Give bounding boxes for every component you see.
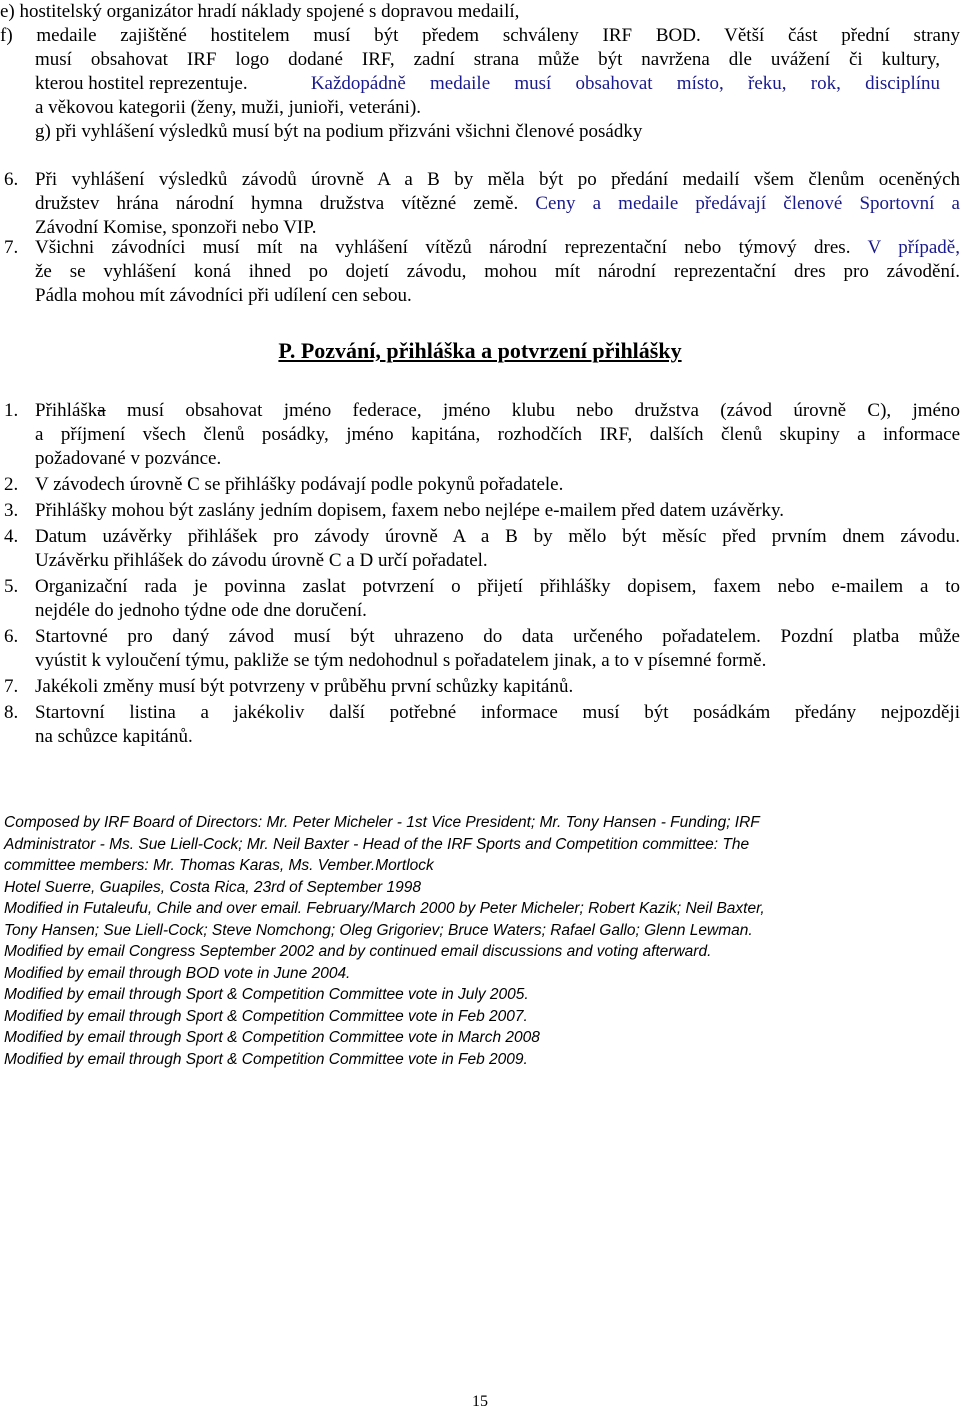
footer-line: Modified by email through BOD vote in June 2004. [4, 964, 351, 982]
list-item-number: 7. [4, 676, 19, 697]
list-item-line: vyústit k vyloučení týmu, pakliže se tým nedohodnul s pořadatelem jinak, a to v písemné formě. [35, 650, 767, 671]
item-6-block [0, 168, 960, 240]
footer-line: Administrator - Ms. Sue Liell-Cock; Mr. Neil Baxter - Head of the IRF Sports and Competition committee: The [4, 835, 750, 853]
list-item-line: požadované v pozvánce. [35, 448, 222, 469]
page-number: 15 [472, 1393, 488, 1410]
list-item [0, 473, 960, 497]
list-item-number: 2. [4, 474, 19, 495]
list-item [0, 625, 960, 673]
item-6-line [35, 192, 960, 216]
item-6-line: Při vyhlášení výsledků závodů úrovně A a B by měla být po předání medailí všem členům oceněných [35, 169, 960, 190]
list-item [0, 675, 960, 699]
list-item-line: nejdéle do jednoho týdne ode dne doručení. [35, 600, 367, 621]
footer-line: Modified by email through Sport & Competition Committee vote in Feb 2007. [4, 1007, 528, 1025]
item-6-number: 6. [4, 169, 19, 190]
list-item-number: 6. [4, 626, 19, 647]
list-item-line: Organizační rada je povinna zaslat potvrzení o přijetí přihlášky dopisem, faxem nebo e-mailem a to [35, 576, 960, 597]
footer-line: Modified by email Congress September 2002 and by continued email discussions and voting afterward. [4, 943, 712, 960]
item-7-highlight: V případě, [867, 237, 960, 258]
footer-line: committee members: Mr. Thomas Karas, Ms. Vember.Mortlock [4, 857, 434, 874]
item-e-line: e) hostitelský organizátor hradí náklady spojené s dopravou medailí, [0, 1, 520, 22]
item-7-number: 7. [4, 237, 19, 258]
top-section [0, 0, 960, 144]
footer-line: Modified by email through Sport & Competition Committee vote in July 2005. [4, 986, 529, 1003]
list-item-line: Jakékoli změny musí být potvrzeny v průběhu první schůzky kapitánů. [35, 676, 574, 697]
item-f-line [35, 72, 940, 96]
section-heading: P. Pozvání, přihláška a potvrzení přihlášky [278, 338, 682, 363]
list-item [0, 499, 960, 523]
footer-line: Tony Hansen; Sue Liell-Cock; Steve Nomchong; Oleg Grigoriev; Bruce Waters; Rafael Gallo; Glenn Lewman. [4, 921, 753, 939]
list-item [0, 525, 960, 573]
footer-line: Hotel Suerre, Guapiles, Costa Rica, 23rd of September 1998 [4, 878, 422, 896]
list-item [0, 575, 960, 623]
list-item-line: Přihláška musí obsahovat jméno federace, jméno klubu nebo družstva (závod úrovně C), jméno [35, 400, 960, 421]
footer-line: Modified in Futaleufu, Chile and over email. February/March 2000 by Peter Micheler; Robert Kazik; Neil Baxter, [4, 900, 765, 917]
item-f-line: a věkovou kategorii (ženy, muži, junioři, veteráni). [35, 97, 422, 118]
list-item-line: Datum uzávěrky přihlášek pro závody úrovně A a B by mělo být měsíc před prvním dnem závodu. [35, 526, 960, 547]
footer-line: Modified by email through Sport & Competition Committee vote in March 2008 [4, 1029, 540, 1046]
list-item-line: Uzávěrku přihlášek do závodu úrovně C a D určí pořadatel. [35, 550, 488, 571]
item-f-line: f) medaile zajištěné hostitelem musí být předem schváleny IRF BOD. Větší část přední strany [0, 25, 960, 46]
footer-line: Modified by email through Sport & Competition Committee vote in Feb 2009. [4, 1050, 528, 1068]
item-7-block [0, 236, 960, 308]
item-f-line: musí obsahovat IRF logo dodané IRF, zadní strana může být navržena dle uvážení či kultury, [35, 49, 940, 70]
list-item-line: a příjmení všech členů posádky, jméno kapitána, rozhodčích IRF, dalších členů skupiny a informace [35, 424, 960, 445]
list-item-number: 5. [4, 576, 19, 597]
application-items-list [0, 399, 960, 749]
item-f-line-part: kterou hostitel reprezentuje. [35, 73, 248, 94]
list-item-line: V závodech úrovně C se přihlášky podávají podle pokynů pořadatele. [35, 474, 564, 495]
list-item [0, 399, 960, 471]
list-item-line: Startovné pro daný závod musí být uhrazeno do data určeného pořadatelem. Pozdní platba může [35, 626, 960, 647]
item-7-line: Pádla mohou mít závodníci při udílení cen sebou. [35, 285, 412, 306]
item-f-highlight: Každopádně medaile musí obsahovat místo, řeku, rok, disciplínu [310, 73, 941, 94]
item-7-line [35, 236, 960, 260]
list-item-number: 4. [4, 526, 19, 547]
item-6-line: Závodní Komise, sponzoři nebo VIP. [35, 217, 317, 238]
list-item-number: 1. [4, 400, 19, 421]
document-footer [4, 812, 944, 1070]
list-item [0, 701, 960, 749]
item-7-line: že se vyhlášení koná ihned po dojetí závodu, mohou mít národní reprezentační dres pro závodění. [35, 261, 960, 282]
list-item-line: Přihlášky mohou být zaslány jedním dopisem, faxem nebo nejlépe e-mailem před datem uzávěrky. [35, 500, 785, 521]
list-item-line: Startovní listina a jakékoliv další potřebné informace musí být posádkám předány nejpozději [35, 702, 960, 723]
list-item-number: 3. [4, 500, 19, 521]
item-6-part: družstev hrána národní hymna družstva vítězné země. [35, 193, 519, 214]
list-item-number: 8. [4, 702, 19, 723]
footer-line: Composed by IRF Board of Directors: Mr. Peter Micheler - 1st Vice President; Mr. Tony Hansen - Funding; IRF [4, 814, 760, 831]
item-6-highlight: Ceny a medaile předávají členové Sportovní a [535, 193, 960, 214]
list-item-line: na schůzce kapitánů. [35, 726, 193, 747]
item-7-part: Všichni závodníci musí mít na vyhlášení vítězů národní reprezentační nebo týmový dres. [35, 237, 851, 258]
item-g-line: g) při vyhlášení výsledků musí být na podium přizváni všichni členové posádky [35, 121, 643, 142]
